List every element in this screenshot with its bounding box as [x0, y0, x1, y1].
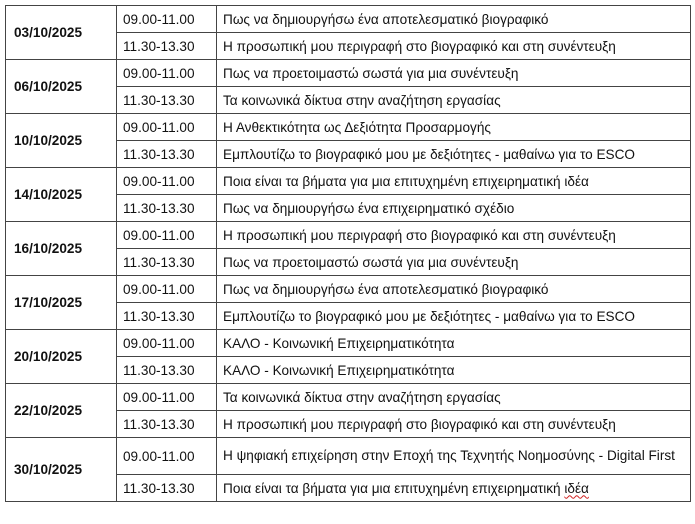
date-cell: 17/10/2025 [6, 276, 117, 330]
table-row [6, 114, 691, 141]
topic-cell: Η ψηφιακή επιχείρηση στην Εποχή της Τεχνητής Νοημοσύνης - Digital First [217, 438, 691, 475]
time-cell: 11.30-13.30 [117, 87, 217, 114]
time-cell: 11.30-13.30 [117, 249, 217, 276]
time-cell: 09.00-11.00 [117, 438, 217, 475]
schedule-body [6, 6, 691, 502]
topic-cell: Πως να προετοιμαστώ σωστά για μια συνέντευξη [217, 60, 691, 87]
topic-cell: Πως να δημιουργήσω ένα αποτελεσματικό βιογραφικό [217, 276, 691, 303]
topic-cell: Εμπλουτίζω το βιογραφικό μου με δεξιότητες - μαθαίνω για το ESCO [217, 303, 691, 330]
topic-cell: ΚΑΛΟ - Κοινωνική Επιχειρηματικότητα [217, 357, 691, 384]
table-row [6, 222, 691, 249]
time-cell: 09.00-11.00 [117, 60, 217, 87]
schedule-table [5, 5, 691, 502]
topic-cell: Η προσωπική μου περιγραφή στο βιογραφικό και στη συνέντευξη [217, 411, 691, 438]
topic-cell: Η προσωπική μου περιγραφή στο βιογραφικό και στη συνέντευξη [217, 33, 691, 60]
table-row [6, 60, 691, 87]
topic-cell: Πως να δημιουργήσω ένα επιχειρηματικό σχέδιο [217, 195, 691, 222]
topic-cell: Τα κοινωνικά δίκτυα στην αναζήτηση εργασίας [217, 384, 691, 411]
topic-cell: Πως να δημιουργήσω ένα αποτελεσματικό βιογραφικό [217, 6, 691, 33]
table-row [6, 168, 691, 195]
time-cell: 11.30-13.30 [117, 411, 217, 438]
topic-text: Ποια είναι τα βήματα για μια επιτυχημένη επιχειρηματική ιδέα [223, 480, 589, 496]
table-row [6, 438, 691, 475]
time-cell: 11.30-13.30 [117, 141, 217, 168]
date-cell: 03/10/2025 [6, 6, 117, 60]
spellcheck-word: ιδέα [564, 480, 589, 496]
table-row [6, 384, 691, 411]
time-cell: 09.00-11.00 [117, 114, 217, 141]
date-cell: 30/10/2025 [6, 438, 117, 502]
time-cell: 09.00-11.00 [117, 168, 217, 195]
topic-cell: ΚΑΛΟ - Κοινωνική Επιχειρηματικότητα [217, 330, 691, 357]
table-row [6, 276, 691, 303]
time-cell: 09.00-11.00 [117, 384, 217, 411]
date-cell: 14/10/2025 [6, 168, 117, 222]
time-cell: 11.30-13.30 [117, 195, 217, 222]
date-cell: 20/10/2025 [6, 330, 117, 384]
time-cell: 09.00-11.00 [117, 6, 217, 33]
date-cell: 16/10/2025 [6, 222, 117, 276]
topic-cell: Τα κοινωνικά δίκτυα στην αναζήτηση εργασίας [217, 87, 691, 114]
time-cell: 09.00-11.00 [117, 276, 217, 303]
date-cell: 06/10/2025 [6, 60, 117, 114]
table-row [6, 330, 691, 357]
topic-cell: Η Ανθεκτικότητα ως Δεξιότητα Προσαρμογής [217, 114, 691, 141]
topic-cell: Πως να προετοιμαστώ σωστά για μια συνέντευξη [217, 249, 691, 276]
topic-cell: Η προσωπική μου περιγραφή στο βιογραφικό και στη συνέντευξη [217, 222, 691, 249]
topic-cell: Ποια είναι τα βήματα για μια επιτυχημένη επιχειρηματική ιδέα [217, 168, 691, 195]
date-cell: 22/10/2025 [6, 384, 117, 438]
time-cell: 11.30-13.30 [117, 33, 217, 60]
time-cell: 11.30-13.30 [117, 475, 217, 502]
topic-cell [217, 475, 691, 502]
time-cell: 11.30-13.30 [117, 303, 217, 330]
topic-cell: Εμπλουτίζω το βιογραφικό μου με δεξιότητες - μαθαίνω για το ESCO [217, 141, 691, 168]
date-cell: 10/10/2025 [6, 114, 117, 168]
time-cell: 09.00-11.00 [117, 330, 217, 357]
time-cell: 11.30-13.30 [117, 357, 217, 384]
time-cell: 09.00-11.00 [117, 222, 217, 249]
table-row [6, 6, 691, 33]
